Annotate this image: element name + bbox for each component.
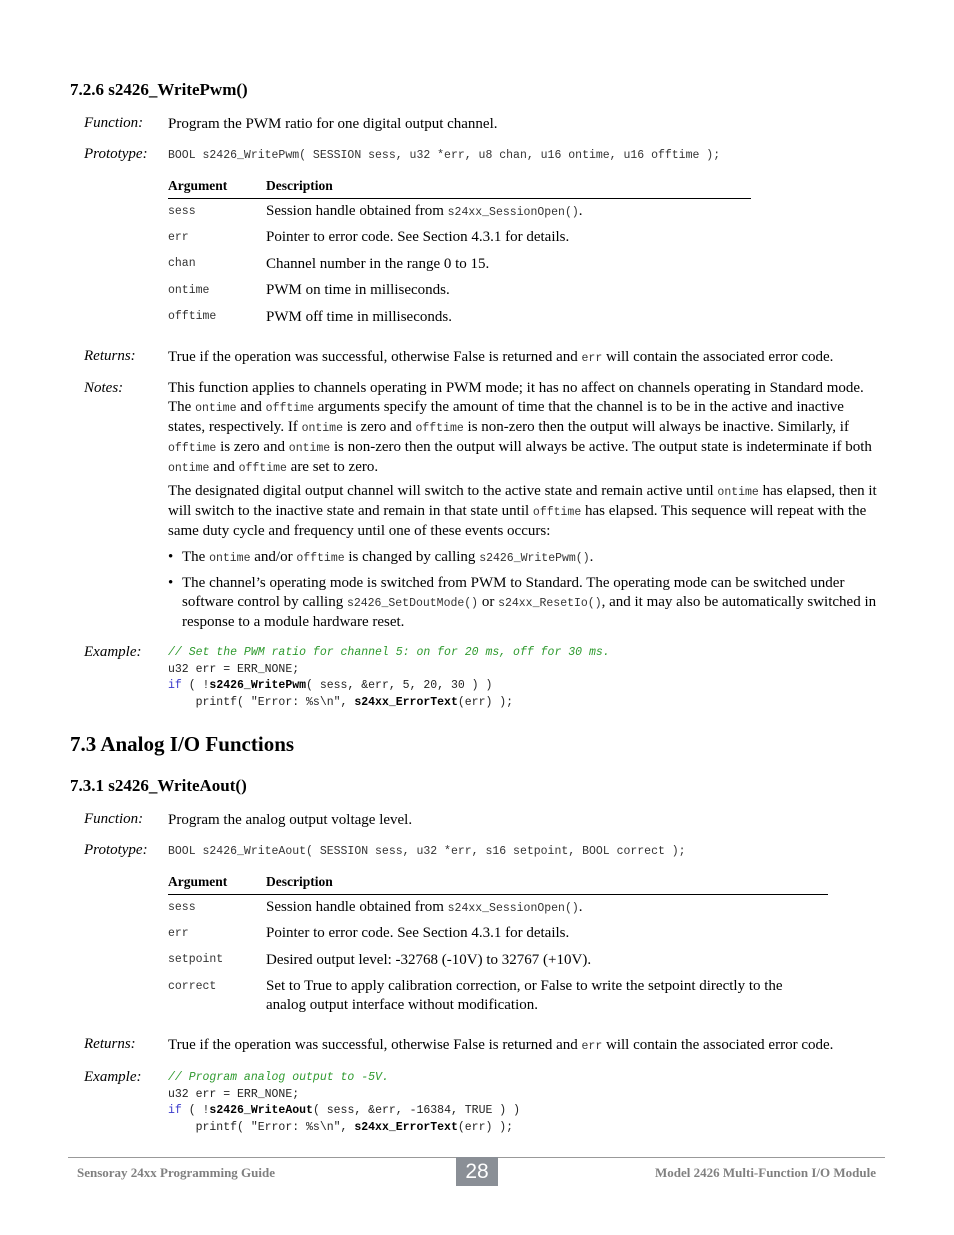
arg-description: Set to True to apply calibration correction, or False to write the setpoint directly to the analog output interface without modification. [266, 978, 783, 1013]
bullet-text: The channel’s operating mode is switched from PWM to Standard. The operating mode can be switched under software control by calling s2426_SetDoutMode() or s24xx_ResetIo(), and it may also be automatically switched in response to a module hardware reset. [182, 575, 877, 630]
bullet-item [168, 574, 884, 632]
arg-name: sess [168, 205, 196, 218]
arg-name: err [168, 231, 189, 244]
arg-description: Session handle obtained from s24xx_SessionOpen(). [266, 899, 583, 915]
arg-name: ontime [168, 284, 210, 297]
table-header-description: Description [266, 874, 333, 889]
arg-description: Session handle obtained from s24xx_SessionOpen(). [266, 203, 583, 219]
returns-label: Returns: [84, 1036, 136, 1052]
prototype-code: BOOL s2426_WritePwm( SESSION sess, u32 *err, u8 chan, u16 ontime, u16 offtime ); [168, 149, 721, 162]
example-label: Example: [84, 1069, 142, 1085]
bullet-text: The ontime and/or offtime is changed by calling s2426_WritePwm(). [182, 549, 594, 565]
table-header-argument: Argument [168, 178, 228, 193]
table-header-rule [168, 894, 828, 895]
function-label: Function: [84, 115, 144, 131]
table-header-argument: Argument [168, 874, 228, 889]
arg-name: setpoint [168, 953, 224, 966]
arg-name: correct [168, 980, 217, 993]
arg-name: offtime [168, 310, 217, 323]
arg-description: Pointer to error code. See Section 4.3.1 for details. [266, 925, 570, 941]
section-heading-7-3-1: 7.3.1 s2426_WriteAout() [70, 776, 247, 795]
function-text: Program the analog output voltage level. [168, 812, 413, 828]
section-heading-7-3: 7.3 Analog I/O Functions [70, 732, 295, 756]
arg-description: Channel number in the range 0 to 15. [266, 256, 490, 272]
returns-text: True if the operation was successful, otherwise False is returned and err will contain the associated error code. [168, 1037, 834, 1053]
footer-title-left: Sensoray 24xx Programming Guide [77, 1165, 276, 1180]
notes-paragraph: The designated digital output channel will switch to the active state and remain active until ontime has elapsed, then it will switch to the inactive state and remain in that state until offtime has elapsed. This sequence will repeat with the same duty cycle and frequency until one of these events occurs: [168, 483, 877, 539]
notes-paragraph: This function applies to channels operating in PWM mode; it has no affect on channels operating in Standard mode. The ontime and offtime arguments specify the amount of time that the channel is to be in the active and inactive states, respectively. If ontime is zero and offtime is non-zero then the output will always be inactive. Similarly, if offtime is zero and ontime is non-zero then the output will always be active. The output state is indeterminate if both ontime and offtime are set to zero. [168, 380, 872, 475]
bullet-glyph: • [168, 575, 174, 591]
footer-title-right: Model 2426 Multi-Function I/O Module [655, 1165, 876, 1180]
returns-label: Returns: [84, 348, 136, 364]
notes-label: Notes: [84, 380, 124, 396]
arg-description: Desired output level: -32768 (-10V) to 32767 (+10V). [266, 952, 592, 968]
page-number: 28 [456, 1157, 498, 1186]
table-header-rule [168, 198, 751, 199]
example-code: // Set the PWM ratio for channel 5: on for 20 ms, off for 30 ms. u32 err = ERR_NONE; if ( !s2426_WritePwm( sess, &err, 5, 20, 30 ) ) printf( "Error: %s\n", s24xx_ErrorText(err) ); [168, 646, 610, 709]
arg-name: err [168, 927, 189, 940]
arg-name: sess [168, 901, 196, 914]
bullet-item [168, 548, 884, 568]
arg-description: PWM on time in milliseconds. [266, 282, 450, 298]
arg-description: Pointer to error code. See Section 4.3.1 for details. [266, 229, 570, 245]
arg-name: chan [168, 257, 196, 270]
function-label: Function: [84, 811, 144, 827]
section-heading-7-2-6: 7.2.6 s2426_WritePwm() [70, 80, 248, 99]
table-header-description: Description [266, 178, 333, 193]
arg-description: PWM off time in milliseconds. [266, 309, 452, 325]
prototype-label: Prototype: [84, 146, 148, 162]
prototype-label: Prototype: [84, 842, 148, 858]
bullet-glyph: • [168, 549, 174, 565]
example-label: Example: [84, 644, 142, 660]
function-text: Program the PWM ratio for one digital output channel. [168, 116, 498, 132]
example-code: // Program analog output to -5V. u32 err = ERR_NONE; if ( !s2426_WriteAout( sess, &err, -16384, TRUE ) ) printf( "Error: %s\n", s24xx_ErrorText(err) ); [168, 1071, 520, 1134]
prototype-code: BOOL s2426_WriteAout( SESSION sess, u32 *err, s16 setpoint, BOOL correct ); [168, 845, 686, 858]
returns-text: True if the operation was successful, otherwise False is returned and err will contain the associated error code. [168, 349, 834, 365]
